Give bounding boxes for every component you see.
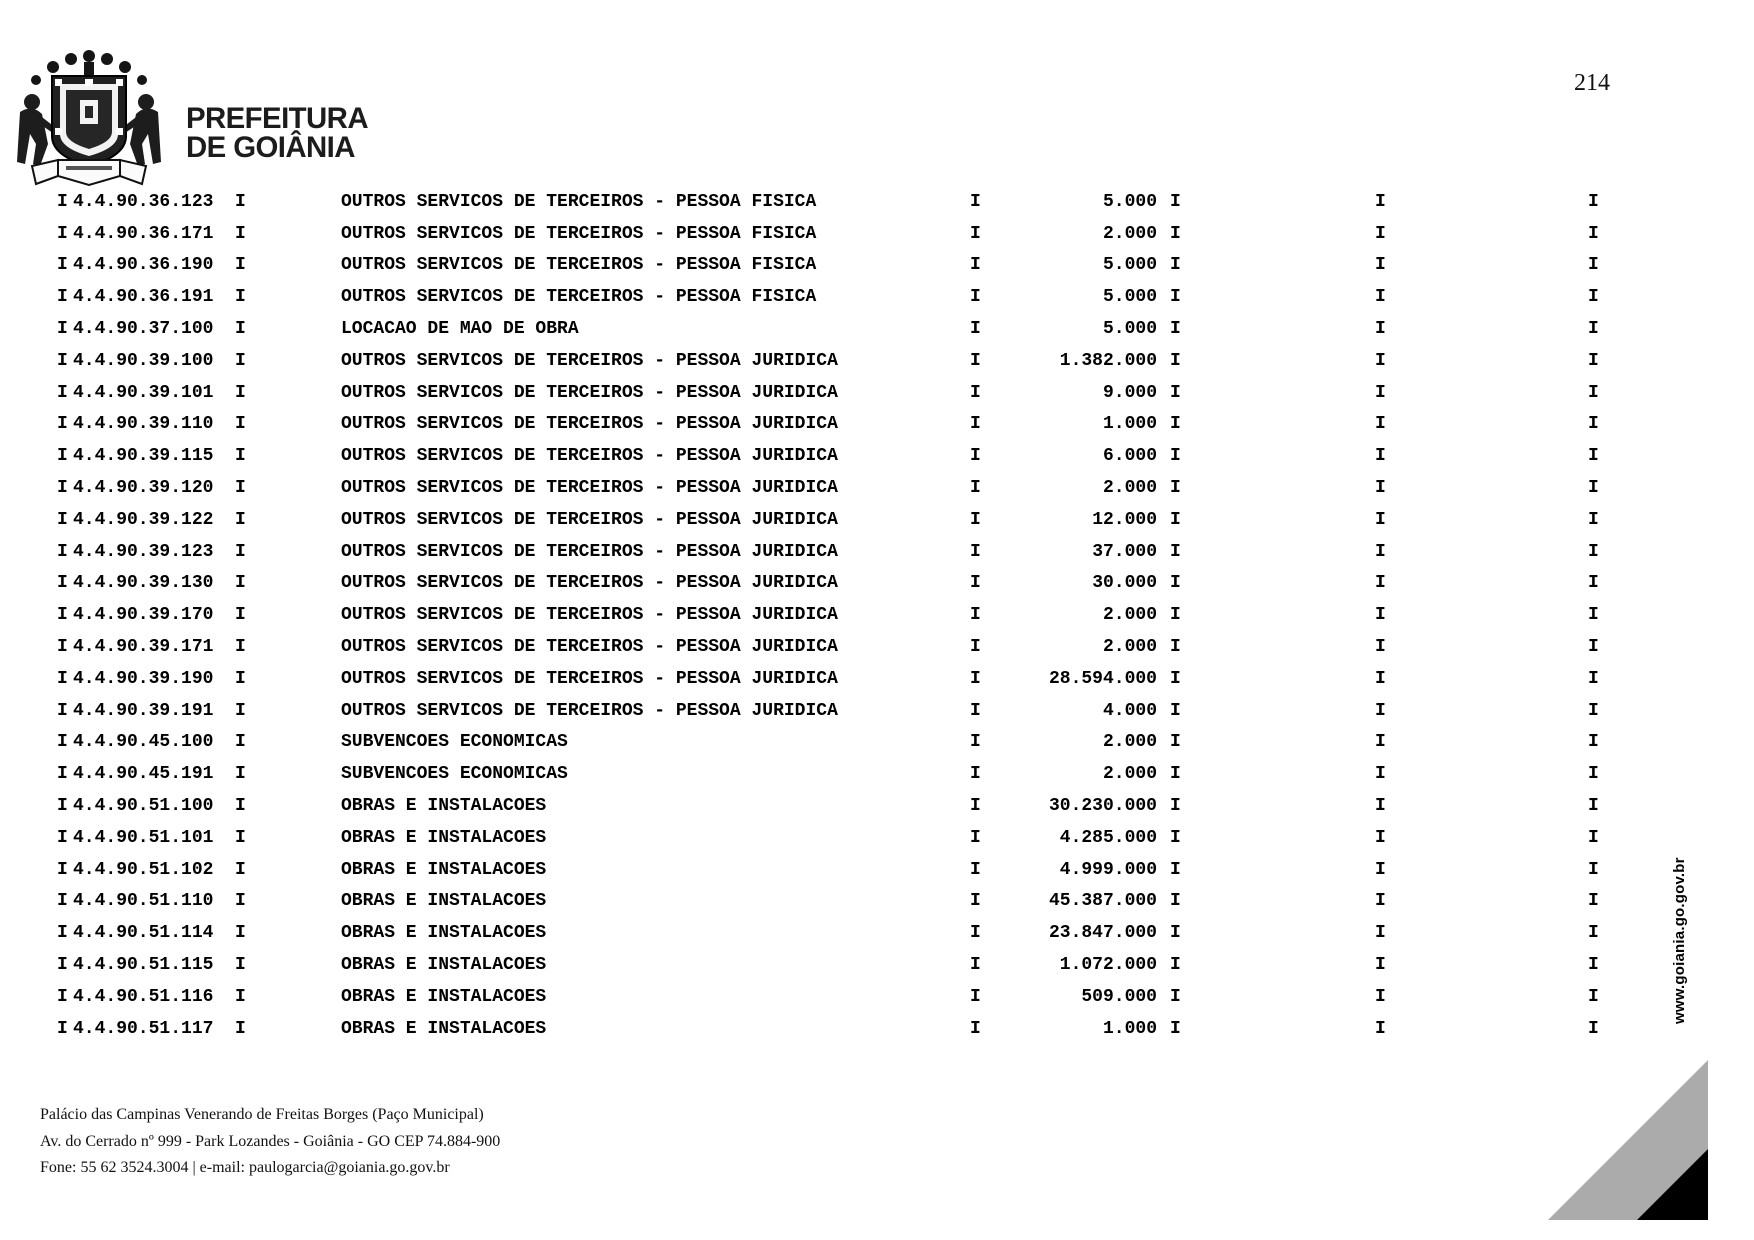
row-code: 4.4.90.51.116 bbox=[73, 986, 214, 1007]
column-separator: I bbox=[235, 732, 246, 753]
column-separator: I bbox=[1588, 382, 1599, 403]
row-value: 30.000 bbox=[1092, 573, 1157, 594]
column-separator: I bbox=[1170, 573, 1181, 594]
column-separator: I bbox=[1588, 509, 1599, 530]
row-code: 4.4.90.51.110 bbox=[73, 891, 214, 912]
column-separator: I bbox=[1375, 859, 1386, 880]
column-separator: I bbox=[1170, 287, 1181, 308]
column-separator: I bbox=[1588, 319, 1599, 340]
row-code: 4.4.90.51.114 bbox=[73, 923, 214, 944]
column-separator: I bbox=[1588, 732, 1599, 753]
row-code: 4.4.90.45.100 bbox=[73, 732, 214, 753]
column-separator: I bbox=[57, 350, 68, 371]
footer-line-palace: Palácio das Campinas Venerando de Freitas Borges (Paço Municipal) bbox=[40, 1106, 484, 1123]
column-separator: I bbox=[1588, 223, 1599, 244]
column-separator: I bbox=[57, 573, 68, 594]
row-description: OBRAS E INSTALACOES bbox=[341, 955, 547, 976]
column-separator: I bbox=[1588, 287, 1599, 308]
row-value: 45.387.000 bbox=[1048, 891, 1157, 912]
row-code: 4.4.90.45.191 bbox=[73, 764, 214, 785]
column-separator: I bbox=[1170, 637, 1181, 658]
column-separator: I bbox=[1170, 541, 1181, 562]
row-description: OUTROS SERVICOS DE TERCEIROS - PESSOA JURIDICA bbox=[341, 605, 838, 626]
column-separator: I bbox=[57, 223, 68, 244]
row-code: 4.4.90.39.190 bbox=[73, 668, 214, 689]
column-separator: I bbox=[1588, 859, 1599, 880]
table-row bbox=[0, 727, 1754, 759]
row-description: OBRAS E INSTALACOES bbox=[341, 1018, 547, 1039]
column-separator: I bbox=[1375, 573, 1386, 594]
row-code: 4.4.90.51.115 bbox=[73, 955, 214, 976]
row-description: LOCACAO DE MAO DE OBRA bbox=[341, 319, 579, 340]
row-code: 4.4.90.39.115 bbox=[73, 446, 214, 467]
column-separator: I bbox=[970, 700, 981, 721]
column-separator: I bbox=[235, 796, 246, 817]
row-description: SUBVENCOES ECONOMICAS bbox=[341, 732, 568, 753]
row-description: OUTROS SERVICOS DE TERCEIROS - PESSOA JURIDICA bbox=[341, 637, 838, 658]
column-separator: I bbox=[1170, 446, 1181, 467]
row-description: OBRAS E INSTALACOES bbox=[341, 986, 547, 1007]
table-row bbox=[0, 409, 1754, 441]
column-separator: I bbox=[235, 478, 246, 499]
row-code: 4.4.90.39.122 bbox=[73, 509, 214, 530]
column-separator: I bbox=[970, 319, 981, 340]
row-description: OBRAS E INSTALACOES bbox=[341, 923, 547, 944]
table-row bbox=[0, 1013, 1754, 1045]
table-row bbox=[0, 536, 1754, 568]
column-separator: I bbox=[1375, 319, 1386, 340]
table-row bbox=[0, 886, 1754, 918]
column-separator: I bbox=[57, 891, 68, 912]
column-separator: I bbox=[57, 668, 68, 689]
column-separator: I bbox=[1375, 796, 1386, 817]
column-separator: I bbox=[970, 732, 981, 753]
column-separator: I bbox=[970, 350, 981, 371]
column-separator: I bbox=[1375, 827, 1386, 848]
column-separator: I bbox=[970, 637, 981, 658]
row-value: 2.000 bbox=[1102, 605, 1157, 626]
column-separator: I bbox=[1375, 541, 1386, 562]
row-description: OUTROS SERVICOS DE TERCEIROS - PESSOA JURIDICA bbox=[341, 700, 838, 721]
column-separator: I bbox=[970, 255, 981, 276]
row-code: 4.4.90.39.120 bbox=[73, 478, 214, 499]
table-row bbox=[0, 568, 1754, 600]
column-separator: I bbox=[1375, 414, 1386, 435]
column-separator: I bbox=[1588, 573, 1599, 594]
row-description: OBRAS E INSTALACOES bbox=[341, 891, 547, 912]
table-row bbox=[0, 345, 1754, 377]
column-separator: I bbox=[235, 923, 246, 944]
column-separator: I bbox=[57, 382, 68, 403]
column-separator: I bbox=[1170, 827, 1181, 848]
corner-triangle-graphic bbox=[1548, 1059, 1710, 1221]
row-description: OUTROS SERVICOS DE TERCEIROS - PESSOA JURIDICA bbox=[341, 414, 838, 435]
column-separator: I bbox=[1375, 478, 1386, 499]
column-separator: I bbox=[1170, 605, 1181, 626]
column-separator: I bbox=[1588, 955, 1599, 976]
page-number: 214 bbox=[1574, 70, 1610, 96]
column-separator: I bbox=[1375, 955, 1386, 976]
table-row bbox=[0, 504, 1754, 536]
row-code: 4.4.90.51.117 bbox=[73, 1018, 214, 1039]
row-code: 4.4.90.39.100 bbox=[73, 350, 214, 371]
column-separator: I bbox=[1170, 764, 1181, 785]
column-separator: I bbox=[57, 700, 68, 721]
table-row bbox=[0, 281, 1754, 313]
column-separator: I bbox=[1375, 764, 1386, 785]
column-separator: I bbox=[235, 668, 246, 689]
org-wordmark bbox=[186, 104, 368, 162]
column-separator: I bbox=[1375, 637, 1386, 658]
row-description: OUTROS SERVICOS DE TERCEIROS - PESSOA FISICA bbox=[341, 287, 817, 308]
column-separator: I bbox=[1170, 700, 1181, 721]
column-separator: I bbox=[1588, 668, 1599, 689]
row-value: 2.000 bbox=[1102, 732, 1157, 753]
column-separator: I bbox=[970, 509, 981, 530]
row-code: 4.4.90.36.171 bbox=[73, 223, 214, 244]
column-separator: I bbox=[57, 319, 68, 340]
column-separator: I bbox=[970, 923, 981, 944]
column-separator: I bbox=[1170, 350, 1181, 371]
row-code: 4.4.90.36.190 bbox=[73, 255, 214, 276]
row-code: 4.4.90.39.170 bbox=[73, 605, 214, 626]
column-separator: I bbox=[235, 350, 246, 371]
column-separator: I bbox=[1588, 891, 1599, 912]
row-description: OUTROS SERVICOS DE TERCEIROS - PESSOA JURIDICA bbox=[341, 573, 838, 594]
footer-line-contact: Fone: 55 62 3524.3004 | e-mail: paulogarcia@goiania.go.gov.br bbox=[40, 1159, 450, 1176]
column-separator: I bbox=[57, 986, 68, 1007]
column-separator: I bbox=[235, 509, 246, 530]
column-separator: I bbox=[235, 859, 246, 880]
row-value: 30.230.000 bbox=[1048, 796, 1157, 817]
column-separator: I bbox=[1375, 350, 1386, 371]
column-separator: I bbox=[1375, 191, 1386, 212]
column-separator: I bbox=[1170, 668, 1181, 689]
column-separator: I bbox=[57, 923, 68, 944]
table-row bbox=[0, 186, 1754, 218]
column-separator: I bbox=[235, 891, 246, 912]
table-row bbox=[0, 790, 1754, 822]
column-separator: I bbox=[1588, 255, 1599, 276]
row-value: 2.000 bbox=[1102, 764, 1157, 785]
row-code: 4.4.90.36.123 bbox=[73, 191, 214, 212]
row-code: 4.4.90.39.171 bbox=[73, 637, 214, 658]
column-separator: I bbox=[1375, 1018, 1386, 1039]
column-separator: I bbox=[57, 478, 68, 499]
row-description: OUTROS SERVICOS DE TERCEIROS - PESSOA FISICA bbox=[341, 223, 817, 244]
goiania-coat-of-arms-icon bbox=[10, 50, 168, 198]
table-row bbox=[0, 981, 1754, 1013]
column-separator: I bbox=[1375, 668, 1386, 689]
column-separator: I bbox=[970, 414, 981, 435]
budget-table bbox=[0, 186, 1754, 1045]
column-separator: I bbox=[235, 287, 246, 308]
row-code: 4.4.90.39.101 bbox=[73, 382, 214, 403]
column-separator: I bbox=[57, 605, 68, 626]
table-row bbox=[0, 313, 1754, 345]
website-vertical-label: www.goiania.go.gov.br bbox=[1671, 857, 1688, 1024]
column-separator: I bbox=[1170, 891, 1181, 912]
column-separator: I bbox=[235, 605, 246, 626]
table-row bbox=[0, 663, 1754, 695]
column-separator: I bbox=[1588, 827, 1599, 848]
table-row bbox=[0, 758, 1754, 790]
column-separator: I bbox=[970, 859, 981, 880]
column-separator: I bbox=[235, 1018, 246, 1039]
row-value: 6.000 bbox=[1102, 446, 1157, 467]
column-separator: I bbox=[970, 764, 981, 785]
table-row bbox=[0, 917, 1754, 949]
column-separator: I bbox=[57, 859, 68, 880]
column-separator: I bbox=[1588, 637, 1599, 658]
column-separator: I bbox=[57, 732, 68, 753]
row-value: 509.000 bbox=[1081, 986, 1157, 1007]
column-separator: I bbox=[235, 319, 246, 340]
table-row bbox=[0, 854, 1754, 886]
column-separator: I bbox=[235, 637, 246, 658]
column-separator: I bbox=[235, 955, 246, 976]
org-wordmark-line1: PREFEITURA bbox=[186, 102, 368, 135]
column-separator: I bbox=[970, 223, 981, 244]
column-separator: I bbox=[1170, 255, 1181, 276]
column-separator: I bbox=[1170, 923, 1181, 944]
column-separator: I bbox=[1170, 732, 1181, 753]
column-separator: I bbox=[1588, 541, 1599, 562]
row-description: OBRAS E INSTALACOES bbox=[341, 859, 547, 880]
column-separator: I bbox=[57, 414, 68, 435]
column-separator: I bbox=[1170, 478, 1181, 499]
column-separator: I bbox=[235, 382, 246, 403]
column-separator: I bbox=[1375, 891, 1386, 912]
column-separator: I bbox=[57, 955, 68, 976]
column-separator: I bbox=[970, 446, 981, 467]
table-row bbox=[0, 949, 1754, 981]
column-separator: I bbox=[970, 1018, 981, 1039]
row-description: OUTROS SERVICOS DE TERCEIROS - PESSOA JURIDICA bbox=[341, 350, 838, 371]
column-separator: I bbox=[970, 827, 981, 848]
table-row bbox=[0, 695, 1754, 727]
row-value: 4.000 bbox=[1102, 700, 1157, 721]
column-separator: I bbox=[970, 382, 981, 403]
column-separator: I bbox=[1588, 700, 1599, 721]
row-code: 4.4.90.37.100 bbox=[73, 319, 214, 340]
column-separator: I bbox=[235, 223, 246, 244]
column-separator: I bbox=[1170, 986, 1181, 1007]
table-row bbox=[0, 822, 1754, 854]
table-row bbox=[0, 472, 1754, 504]
column-separator: I bbox=[57, 796, 68, 817]
table-row bbox=[0, 631, 1754, 663]
column-separator: I bbox=[970, 796, 981, 817]
column-separator: I bbox=[970, 605, 981, 626]
column-separator: I bbox=[57, 827, 68, 848]
column-separator: I bbox=[1170, 796, 1181, 817]
row-description: OUTROS SERVICOS DE TERCEIROS - PESSOA JURIDICA bbox=[341, 478, 838, 499]
column-separator: I bbox=[1375, 509, 1386, 530]
column-separator: I bbox=[1375, 382, 1386, 403]
row-value: 9.000 bbox=[1102, 382, 1157, 403]
row-description: OBRAS E INSTALACOES bbox=[341, 796, 547, 817]
column-separator: I bbox=[235, 573, 246, 594]
column-separator: I bbox=[1375, 923, 1386, 944]
column-separator: I bbox=[57, 1018, 68, 1039]
column-separator: I bbox=[1170, 414, 1181, 435]
row-value: 37.000 bbox=[1092, 541, 1157, 562]
row-code: 4.4.90.36.191 bbox=[73, 287, 214, 308]
table-row bbox=[0, 218, 1754, 250]
row-code: 4.4.90.39.191 bbox=[73, 700, 214, 721]
row-description: OUTROS SERVICOS DE TERCEIROS - PESSOA JURIDICA bbox=[341, 446, 838, 467]
row-value: 12.000 bbox=[1092, 509, 1157, 530]
row-description: OUTROS SERVICOS DE TERCEIROS - PESSOA JURIDICA bbox=[341, 509, 838, 530]
column-separator: I bbox=[970, 478, 981, 499]
column-separator: I bbox=[57, 541, 68, 562]
footer-line-address: Av. do Cerrado nº 999 - Park Lozandes - Goiânia - GO CEP 74.884-900 bbox=[40, 1132, 501, 1150]
row-description: SUBVENCOES ECONOMICAS bbox=[341, 764, 568, 785]
column-separator: I bbox=[970, 573, 981, 594]
column-separator: I bbox=[1375, 255, 1386, 276]
table-row bbox=[0, 599, 1754, 631]
row-value: 1.382.000 bbox=[1059, 350, 1157, 371]
column-separator: I bbox=[1588, 923, 1599, 944]
row-description: OUTROS SERVICOS DE TERCEIROS - PESSOA JURIDICA bbox=[341, 668, 838, 689]
column-separator: I bbox=[235, 827, 246, 848]
row-value: 5.000 bbox=[1102, 191, 1157, 212]
column-separator: I bbox=[1588, 605, 1599, 626]
row-value: 4.285.000 bbox=[1059, 827, 1157, 848]
column-separator: I bbox=[970, 986, 981, 1007]
row-value: 1.000 bbox=[1102, 1018, 1157, 1039]
column-separator: I bbox=[1170, 859, 1181, 880]
row-value: 5.000 bbox=[1102, 319, 1157, 340]
row-code: 4.4.90.51.102 bbox=[73, 859, 214, 880]
column-separator: I bbox=[1170, 955, 1181, 976]
row-description: OUTROS SERVICOS DE TERCEIROS - PESSOA FISICA bbox=[341, 255, 817, 276]
column-separator: I bbox=[1170, 509, 1181, 530]
row-value: 2.000 bbox=[1102, 637, 1157, 658]
column-separator: I bbox=[235, 541, 246, 562]
column-separator: I bbox=[1170, 191, 1181, 212]
row-value: 2.000 bbox=[1102, 478, 1157, 499]
column-separator: I bbox=[970, 668, 981, 689]
column-separator: I bbox=[235, 764, 246, 785]
row-value: 2.000 bbox=[1102, 223, 1157, 244]
column-separator: I bbox=[1170, 319, 1181, 340]
column-separator: I bbox=[970, 191, 981, 212]
row-value: 23.847.000 bbox=[1048, 923, 1157, 944]
footer-address-block bbox=[40, 1102, 500, 1182]
row-code: 4.4.90.39.123 bbox=[73, 541, 214, 562]
table-row bbox=[0, 440, 1754, 472]
row-description: OUTROS SERVICOS DE TERCEIROS - PESSOA JURIDICA bbox=[341, 541, 838, 562]
column-separator: I bbox=[57, 637, 68, 658]
column-separator: I bbox=[970, 541, 981, 562]
column-separator: I bbox=[1588, 478, 1599, 499]
column-separator: I bbox=[57, 446, 68, 467]
column-separator: I bbox=[1588, 986, 1599, 1007]
column-separator: I bbox=[57, 509, 68, 530]
column-separator: I bbox=[1375, 287, 1386, 308]
column-separator: I bbox=[1375, 986, 1386, 1007]
column-separator: I bbox=[235, 414, 246, 435]
column-separator: I bbox=[1375, 223, 1386, 244]
row-value: 28.594.000 bbox=[1048, 668, 1157, 689]
row-code: 4.4.90.39.110 bbox=[73, 414, 214, 435]
column-separator: I bbox=[1588, 350, 1599, 371]
column-separator: I bbox=[1170, 223, 1181, 244]
row-code: 4.4.90.51.100 bbox=[73, 796, 214, 817]
column-separator: I bbox=[1375, 732, 1386, 753]
column-separator: I bbox=[1588, 191, 1599, 212]
row-value: 1.072.000 bbox=[1059, 955, 1157, 976]
row-value: 5.000 bbox=[1102, 287, 1157, 308]
column-separator: I bbox=[1375, 605, 1386, 626]
table-row bbox=[0, 377, 1754, 409]
column-separator: I bbox=[1588, 414, 1599, 435]
row-description: OUTROS SERVICOS DE TERCEIROS - PESSOA FISICA bbox=[341, 191, 817, 212]
row-code: 4.4.90.51.101 bbox=[73, 827, 214, 848]
column-separator: I bbox=[970, 955, 981, 976]
column-separator: I bbox=[57, 191, 68, 212]
column-separator: I bbox=[1588, 446, 1599, 467]
column-separator: I bbox=[1375, 700, 1386, 721]
column-separator: I bbox=[235, 700, 246, 721]
column-separator: I bbox=[235, 191, 246, 212]
column-separator: I bbox=[970, 287, 981, 308]
table-row bbox=[0, 250, 1754, 282]
row-code: 4.4.90.39.130 bbox=[73, 573, 214, 594]
row-value: 4.999.000 bbox=[1059, 859, 1157, 880]
column-separator: I bbox=[57, 255, 68, 276]
column-separator: I bbox=[57, 287, 68, 308]
column-separator: I bbox=[1170, 382, 1181, 403]
column-separator: I bbox=[1588, 796, 1599, 817]
row-value: 5.000 bbox=[1102, 255, 1157, 276]
row-description: OBRAS E INSTALACOES bbox=[341, 827, 547, 848]
column-separator: I bbox=[970, 891, 981, 912]
column-separator: I bbox=[1588, 764, 1599, 785]
column-separator: I bbox=[1170, 1018, 1181, 1039]
row-description: OUTROS SERVICOS DE TERCEIROS - PESSOA JURIDICA bbox=[341, 382, 838, 403]
column-separator: I bbox=[1375, 446, 1386, 467]
column-separator: I bbox=[235, 446, 246, 467]
column-separator: I bbox=[1588, 1018, 1599, 1039]
column-separator: I bbox=[235, 255, 246, 276]
column-separator: I bbox=[235, 986, 246, 1007]
org-wordmark-line2: DE GOIÂNIA bbox=[186, 131, 355, 164]
row-value: 1.000 bbox=[1102, 414, 1157, 435]
column-separator: I bbox=[57, 764, 68, 785]
